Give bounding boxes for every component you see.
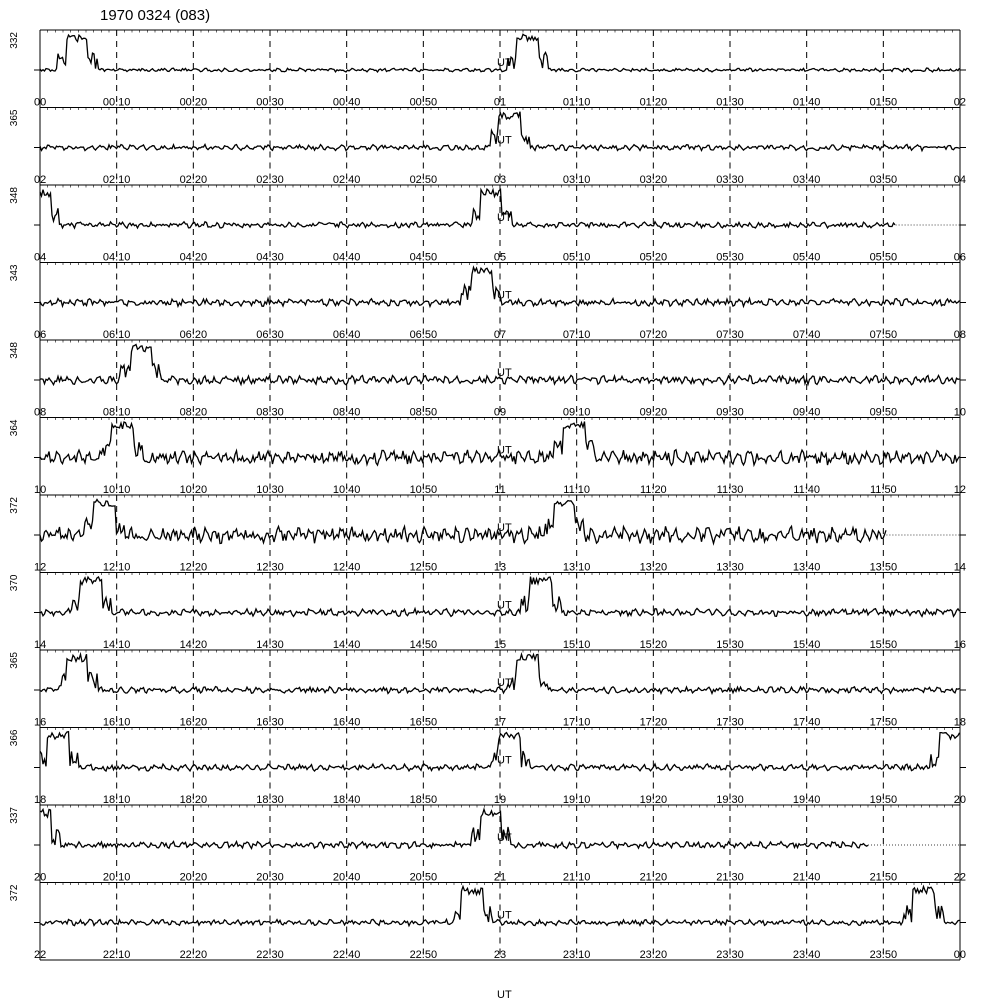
time-tick-label: 14 [34,639,47,651]
time-tick-label: 03:50 [869,174,898,186]
time-tick-label: 09:30 [716,406,744,419]
time-tick-label: 15:20 [639,639,668,651]
time-tick-label: 18:30 [256,794,284,806]
row-side-label: 332 [9,32,20,49]
time-tick-label: 07:40 [792,329,821,341]
time-tick-label: 08 [953,329,966,341]
row-side-label: 348 [9,187,20,204]
time-tick-label: 04:50 [409,251,438,264]
time-tick-label: 22:50 [409,949,438,961]
time-tick-label: 17:40 [792,716,821,729]
axis-unit-label: UT [497,832,512,844]
time-tick-label: 01 [493,96,507,109]
time-tick-label: 19:50 [869,794,898,806]
time-tick-label: 23:10 [562,949,591,961]
time-tick-label: 10:20 [179,484,208,496]
time-tick-label: 13:10 [562,561,591,574]
time-tick-label: 06 [34,329,47,341]
time-tick-label: 06:30 [256,329,284,341]
time-tick-label: 21:50 [869,871,898,884]
axis-unit-label: UT [497,57,512,69]
time-tick-label: 07:20 [639,329,668,341]
time-tick-label: 00:10 [102,96,131,109]
time-tick-label: 06 [953,251,966,264]
row-side-label: 337 [9,807,20,824]
time-tick-label: 01:30 [716,96,744,109]
time-tick-label: 17:10 [562,716,591,729]
time-tick-label: 23:30 [716,949,744,961]
row-side-label: 372 [9,884,20,902]
time-tick-label: 00 [953,949,966,961]
time-tick-label: 20:30 [256,871,284,884]
time-tick-label: 10 [34,484,47,496]
time-tick-label: 08 [34,406,47,419]
time-tick-label: 22:20 [179,949,208,961]
time-tick-label: 16:40 [332,716,361,729]
time-tick-label: 18 [34,794,47,806]
time-tick-label: 18:10 [102,794,131,806]
time-tick-label: 00:20 [179,96,208,109]
time-tick-label: 02:50 [409,174,438,186]
time-tick-label: 16 [34,716,47,729]
time-tick-label: 12:30 [256,561,284,574]
time-tick-label: 19:30 [716,794,744,806]
time-tick-label: 04:10 [102,251,131,264]
time-tick-label: 05:40 [792,251,821,264]
time-tick-label: 18:50 [409,794,438,806]
time-tick-label: 02 [953,96,966,109]
time-tick-label: 05:30 [716,251,744,264]
time-tick-label: 10 [953,406,966,419]
row-side-label: 343 [9,264,20,282]
waveform-trace [40,809,868,848]
time-tick-label: 02:20 [179,174,208,186]
time-tick-label: 15:10 [562,639,591,651]
time-tick-label: 09:50 [869,406,898,419]
axis-unit-label: UT [497,444,512,457]
time-tick-label: 06:50 [409,329,438,341]
time-tick-label: 11:20 [639,484,667,496]
time-tick-label: 05:50 [869,251,898,264]
row-side-label: 365 [9,652,20,669]
time-tick-label: 16:30 [256,716,284,729]
time-tick-label: 00:40 [332,96,361,109]
axis-unit-label: UT [497,522,512,534]
time-tick-label: 08:50 [409,406,438,419]
time-tick-label: 14 [953,561,966,574]
time-tick-label: 20:40 [332,871,361,884]
time-tick-label: 02 [34,174,47,186]
time-tick-label: 17:30 [716,716,744,729]
row-side-label: 366 [9,729,20,747]
time-tick-label: 03:30 [716,174,744,186]
time-tick-label: 06:10 [102,329,131,341]
rows-group [9,30,966,1000]
time-tick-label: 13:30 [716,561,744,574]
time-tick-label: 05 [493,251,507,264]
time-tick-label: 20 [953,794,966,806]
time-tick-label: 22:10 [102,949,131,961]
row-side-label: 364 [9,419,20,437]
axis-unit-label: UT [497,909,512,922]
time-tick-label: 11 [494,484,506,496]
time-tick-label: 16 [953,639,966,651]
time-tick-label: 09 [493,406,507,419]
row-side-label: 365 [9,109,20,127]
time-tick-label: 22 [34,949,47,961]
time-tick-label: 07:10 [562,329,591,341]
time-tick-label: 12:10 [102,561,131,574]
time-tick-label: 16:20 [179,716,208,729]
time-tick-label: 20:50 [409,871,438,884]
waveform-trace [40,189,895,228]
time-tick-label: 20:20 [179,871,208,884]
time-tick-label: 09:40 [792,406,821,419]
time-tick-label: 06:20 [179,329,208,341]
time-tick-label: 22 [953,871,966,884]
time-tick-label: 13:40 [792,561,821,574]
bottom-axis-label: UT [497,989,512,1000]
time-tick-label: 18:20 [179,794,208,806]
time-tick-label: 17 [493,716,507,729]
time-tick-label: 00:30 [256,96,284,109]
time-tick-label: 22:30 [256,949,284,961]
time-tick-label: 11:40 [793,484,821,496]
time-tick-label: 11:50 [869,484,897,496]
time-tick-label: 08:20 [179,406,208,419]
time-tick-label: 05:20 [639,251,668,264]
time-tick-label: 02:40 [332,174,361,186]
time-tick-label: 18:40 [332,794,361,806]
time-tick-label: 23:40 [792,949,821,961]
time-tick-label: 23:20 [639,949,668,961]
time-tick-label: 01:50 [869,96,898,109]
time-tick-label: 08:40 [332,406,361,419]
time-tick-label: 03:20 [639,174,668,186]
time-tick-label: 18 [953,716,966,729]
row-side-label: 372 [9,497,20,514]
time-tick-label: 21:40 [792,871,821,884]
time-tick-label: 21:30 [716,871,744,884]
axis-unit-label: UT [497,367,512,379]
time-tick-label: 07:50 [869,329,898,341]
time-tick-label: 02:10 [102,174,131,186]
time-tick-label: 11:10 [563,484,591,496]
row-side-label: 348 [9,342,20,359]
time-tick-label: 13 [493,561,507,574]
time-tick-label: 15:30 [716,639,744,651]
time-tick-label: 03:10 [562,174,591,186]
time-tick-label: 10:40 [332,484,361,496]
time-tick-label: 04 [953,174,966,186]
waveform-trace [40,500,886,544]
axis-unit-label: UT [497,289,512,302]
time-tick-label: 15:50 [869,639,898,651]
time-tick-label: 04:40 [332,251,361,264]
time-tick-label: 12 [953,484,966,496]
time-tick-label: 21 [493,871,507,884]
time-tick-label: 04:20 [179,251,208,264]
time-tick-label: 19:40 [792,794,821,806]
time-tick-label: 04 [34,251,47,264]
time-tick-label: 17:20 [639,716,668,729]
time-tick-label: 07 [493,329,507,341]
time-tick-label: 12:20 [179,561,208,574]
time-tick-label: 07:30 [716,329,744,341]
time-tick-label: 08:30 [256,406,284,419]
time-tick-label: 16:50 [409,716,438,729]
axis-unit-label: UT [497,677,512,689]
chart-title: 1970 0324 (083) [100,7,211,24]
time-tick-label: 23:50 [869,949,898,961]
time-tick-label: 14:30 [256,639,284,651]
time-tick-label: 10:30 [256,484,284,496]
time-tick-label: 05:10 [562,251,591,264]
time-tick-label: 14:50 [409,639,438,651]
time-tick-label: 17:50 [869,716,898,729]
axis-unit-label: UT [497,134,512,147]
time-tick-label: 06:40 [332,329,361,341]
time-tick-label: 09:20 [639,406,668,419]
axis-unit-label: UT [497,212,512,224]
time-tick-label: 20 [34,871,47,884]
time-tick-label: 21:10 [562,871,591,884]
time-tick-label: 20:10 [102,871,131,884]
time-tick-label: 03 [493,174,507,186]
time-tick-label: 10:50 [409,484,438,496]
time-tick-label: 19:10 [562,794,591,806]
time-tick-label: 00:50 [409,96,438,109]
time-tick-label: 12:40 [332,561,361,574]
time-tick-label: 01:20 [639,96,668,109]
time-tick-label: 19 [493,794,507,806]
time-tick-label: 15 [493,639,507,651]
time-tick-label: 14:20 [179,639,208,651]
time-tick-label: 09:10 [562,406,591,419]
time-tick-label: 13:20 [639,561,668,574]
time-tick-label: 15:40 [792,639,821,651]
time-tick-label: 14:10 [102,639,131,651]
time-tick-label: 12:50 [409,561,438,574]
axis-unit-label: UT [497,754,512,767]
time-tick-label: 16:10 [102,716,131,729]
row-side-label: 370 [9,574,20,592]
time-tick-label: 13:50 [869,561,898,574]
time-tick-label: 02:30 [256,174,284,186]
time-tick-label: 03:40 [792,174,821,186]
time-tick-label: 00 [34,96,47,109]
time-tick-label: 01:40 [792,96,821,109]
time-tick-label: 08:10 [102,406,131,419]
time-tick-label: 10:10 [102,484,131,496]
time-tick-label: 11:30 [716,484,744,496]
time-tick-label: 19:20 [639,794,668,806]
time-tick-label: 22:40 [332,949,361,961]
time-tick-label: 04:30 [256,251,284,264]
time-tick-label: 14:40 [332,639,361,651]
time-tick-label: 12 [34,561,47,574]
axis-unit-label: UT [497,599,512,612]
time-tick-label: 21:20 [639,871,668,884]
time-tick-label: 01:10 [562,96,591,109]
time-tick-label: 23 [493,949,507,961]
